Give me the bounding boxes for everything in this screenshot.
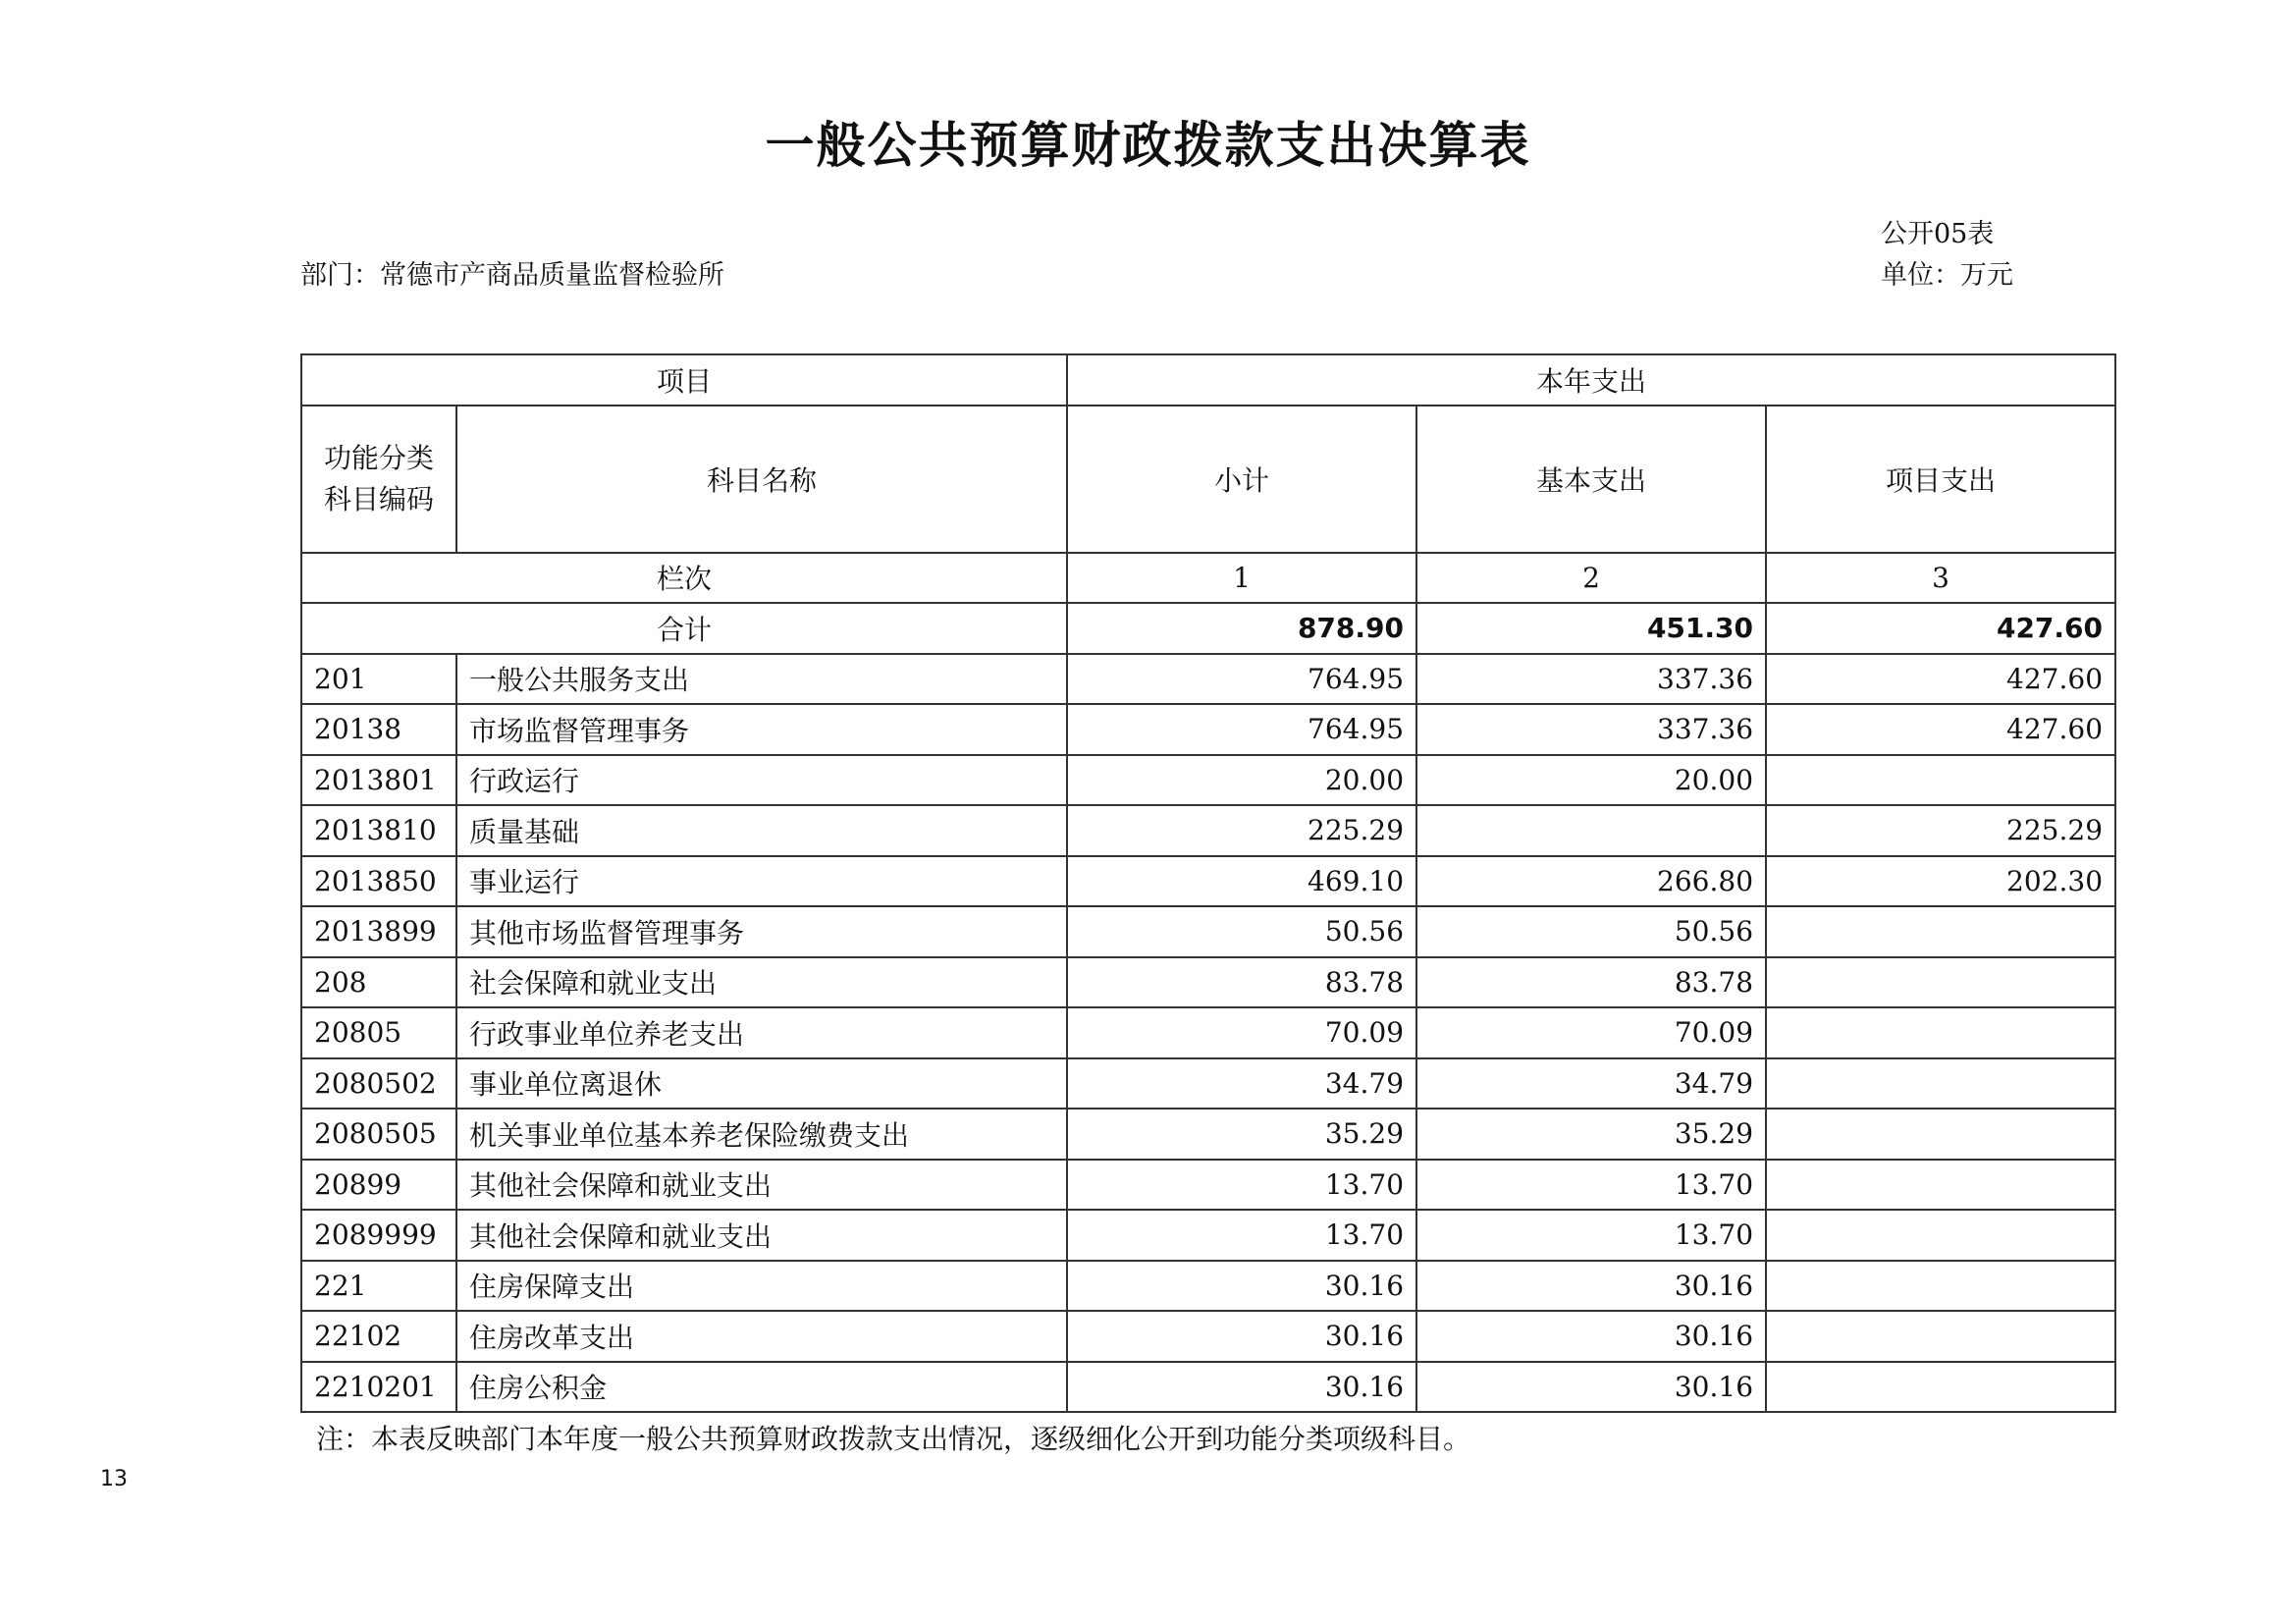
row-project: 202.30 <box>1766 856 2115 907</box>
row-code: 201 <box>301 654 456 705</box>
row-code: 2089999 <box>301 1210 456 1261</box>
row-project <box>1766 906 2115 957</box>
row-code: 2013899 <box>301 906 456 957</box>
row-subtotal: 469.10 <box>1067 856 1416 907</box>
row-project <box>1766 1109 2115 1160</box>
row-basic: 30.16 <box>1416 1362 1766 1413</box>
table-row <box>301 957 2115 1008</box>
row-basic: 35.29 <box>1416 1109 1766 1160</box>
header-code-line1: 功能分类 <box>323 441 434 474</box>
table-row <box>301 704 2115 755</box>
total-row <box>301 603 2115 654</box>
row-basic: 30.16 <box>1416 1311 1766 1362</box>
row-project: 427.60 <box>1766 704 2115 755</box>
row-basic: 337.36 <box>1416 654 1766 705</box>
budget-table <box>300 353 2116 1413</box>
row-name: 行政运行 <box>456 755 1067 806</box>
row-basic: 30.16 <box>1416 1261 1766 1312</box>
table-row <box>301 1362 2115 1413</box>
column-order-1: 1 <box>1067 553 1416 604</box>
table-row <box>301 1160 2115 1211</box>
row-subtotal: 13.70 <box>1067 1210 1416 1261</box>
row-code: 20138 <box>301 704 456 755</box>
row-subtotal: 34.79 <box>1067 1058 1416 1110</box>
row-subtotal: 13.70 <box>1067 1160 1416 1211</box>
row-name: 机关事业单位基本养老保险缴费支出 <box>456 1109 1067 1160</box>
row-name: 住房保障支出 <box>456 1261 1067 1312</box>
row-subtotal: 20.00 <box>1067 755 1416 806</box>
header-row-2 <box>301 406 2115 553</box>
row-basic: 266.80 <box>1416 856 1766 907</box>
row-subtotal: 83.78 <box>1067 957 1416 1008</box>
page-title: 一般公共预算财政拨款支出决算表 <box>765 117 1531 174</box>
row-name: 质量基础 <box>456 805 1067 856</box>
table-row <box>301 856 2115 907</box>
footnote: 注：本表反映部门本年度一般公共预算财政拨款支出情况，逐级细化公开到功能分类项级科目。 <box>316 1423 1471 1455</box>
row-code: 208 <box>301 957 456 1008</box>
row-basic: 83.78 <box>1416 957 1766 1008</box>
row-code: 2013810 <box>301 805 456 856</box>
row-project <box>1766 1210 2115 1261</box>
row-name: 一般公共服务支出 <box>456 654 1067 705</box>
row-basic: 70.09 <box>1416 1007 1766 1058</box>
header-subtotal: 小计 <box>1067 406 1416 553</box>
column-order-3: 3 <box>1766 553 2115 604</box>
total-project: 427.60 <box>1766 603 2115 654</box>
table-row <box>301 1311 2115 1362</box>
row-code: 2210201 <box>301 1362 456 1413</box>
row-subtotal: 764.95 <box>1067 654 1416 705</box>
row-project <box>1766 1311 2115 1362</box>
table-number: 公开05表 <box>1881 219 1995 249</box>
row-code: 221 <box>301 1261 456 1312</box>
row-basic: 13.70 <box>1416 1210 1766 1261</box>
total-label: 合计 <box>301 603 1067 654</box>
row-project <box>1766 1007 2115 1058</box>
row-code: 2080505 <box>301 1109 456 1160</box>
row-subtotal: 70.09 <box>1067 1007 1416 1058</box>
table-row <box>301 1058 2115 1110</box>
row-subtotal: 30.16 <box>1067 1362 1416 1413</box>
table-row <box>301 1007 2115 1058</box>
header-project-expense: 项目支出 <box>1766 406 2115 553</box>
header-code <box>301 406 456 553</box>
header-current-year: 本年支出 <box>1067 354 2115 406</box>
row-basic <box>1416 805 1766 856</box>
row-basic: 13.70 <box>1416 1160 1766 1211</box>
table-row <box>301 805 2115 856</box>
column-order-2: 2 <box>1416 553 1766 604</box>
table-row <box>301 1261 2115 1312</box>
row-code: 2080502 <box>301 1058 456 1110</box>
row-subtotal: 764.95 <box>1067 704 1416 755</box>
row-name: 住房公积金 <box>456 1362 1067 1413</box>
row-subtotal: 30.16 <box>1067 1311 1416 1362</box>
table-row <box>301 1210 2115 1261</box>
row-name: 住房改革支出 <box>456 1311 1067 1362</box>
row-name: 市场监督管理事务 <box>456 704 1067 755</box>
row-subtotal: 225.29 <box>1067 805 1416 856</box>
unit-label: 单位：万元 <box>1881 260 2013 291</box>
row-name: 其他社会保障和就业支出 <box>456 1160 1067 1211</box>
row-subtotal: 35.29 <box>1067 1109 1416 1160</box>
row-code: 2013850 <box>301 856 456 907</box>
row-project <box>1766 1362 2115 1413</box>
department-label: 部门：常德市产商品质量监督检验所 <box>300 260 724 291</box>
total-subtotal: 878.90 <box>1067 603 1416 654</box>
row-code: 2013801 <box>301 755 456 806</box>
row-name: 事业单位离退休 <box>456 1058 1067 1110</box>
row-basic: 20.00 <box>1416 755 1766 806</box>
row-basic: 50.56 <box>1416 906 1766 957</box>
table-row <box>301 906 2115 957</box>
row-project <box>1766 1261 2115 1312</box>
row-basic: 337.36 <box>1416 704 1766 755</box>
row-code: 22102 <box>301 1311 456 1362</box>
row-project <box>1766 1160 2115 1211</box>
row-name: 行政事业单位养老支出 <box>456 1007 1067 1058</box>
header-row-1 <box>301 354 2115 406</box>
row-basic: 34.79 <box>1416 1058 1766 1110</box>
row-name: 事业运行 <box>456 856 1067 907</box>
row-name: 社会保障和就业支出 <box>456 957 1067 1008</box>
row-project <box>1766 755 2115 806</box>
header-basic: 基本支出 <box>1416 406 1766 553</box>
column-order-row <box>301 553 2115 604</box>
header-project: 项目 <box>301 354 1067 406</box>
header-code-line2: 科目编码 <box>323 482 434 515</box>
row-subtotal: 30.16 <box>1067 1261 1416 1312</box>
row-name: 其他社会保障和就业支出 <box>456 1210 1067 1261</box>
row-project: 225.29 <box>1766 805 2115 856</box>
row-code: 20899 <box>301 1160 456 1211</box>
page-number: 13 <box>100 1467 128 1491</box>
table-row <box>301 755 2115 806</box>
row-project <box>1766 1058 2115 1110</box>
table-row <box>301 654 2115 705</box>
total-basic: 451.30 <box>1416 603 1766 654</box>
row-code: 20805 <box>301 1007 456 1058</box>
row-project: 427.60 <box>1766 654 2115 705</box>
header-name: 科目名称 <box>456 406 1067 553</box>
row-project <box>1766 957 2115 1008</box>
column-order-label: 栏次 <box>301 553 1067 604</box>
row-name: 其他市场监督管理事务 <box>456 906 1067 957</box>
table-row <box>301 1109 2115 1160</box>
row-subtotal: 50.56 <box>1067 906 1416 957</box>
